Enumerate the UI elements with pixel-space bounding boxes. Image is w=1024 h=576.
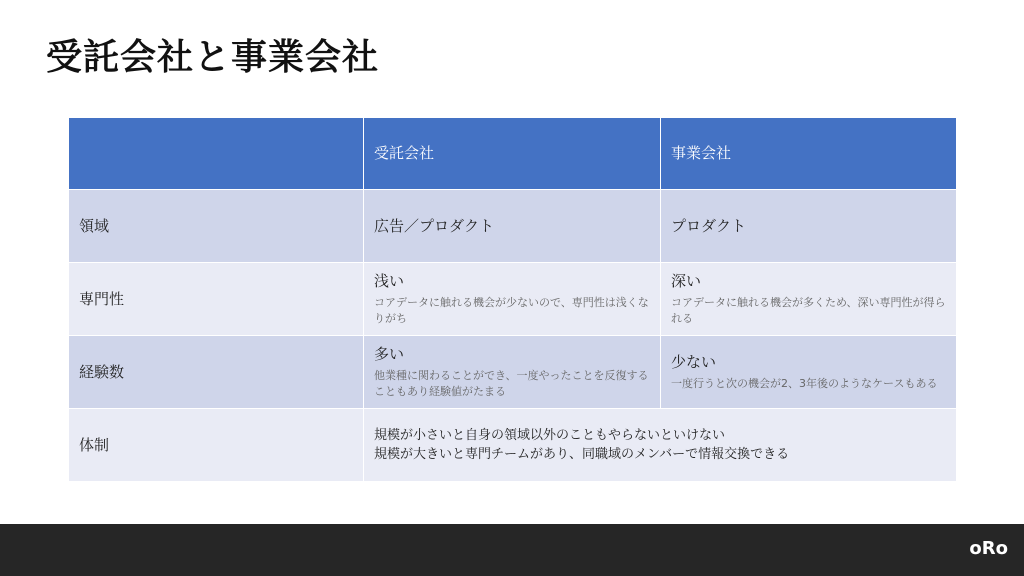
table-row xyxy=(69,263,957,336)
slide-title: 受託会社と事業会社 xyxy=(46,37,380,78)
cell-sub-text: コアデータに触れる機会が少ないので、専門性は浅くなりがち xyxy=(374,295,649,325)
header-cell-business-company: 事業会社 xyxy=(661,118,957,190)
header-cell-contract-company: 受託会社 xyxy=(364,118,661,190)
cell-business xyxy=(661,336,957,409)
row-label: 経験数 xyxy=(69,336,364,409)
cell-contract xyxy=(364,336,661,409)
cell-main-text: 深い xyxy=(671,272,702,291)
cell-spanning xyxy=(364,409,957,482)
table-row xyxy=(69,336,957,409)
row-label: 専門性 xyxy=(69,263,364,336)
cell-line: 規模が大きいと専門チームがあり、同職域のメンバーで情報交換できる xyxy=(374,447,790,462)
row-label: 領域 xyxy=(69,190,364,263)
footer-bar xyxy=(0,524,1024,576)
cell-main-text: 多い xyxy=(374,345,405,364)
table-row xyxy=(69,190,957,263)
cell-line: 規模が小さいと自身の領域以外のこともやらないといけない xyxy=(374,427,726,443)
table-row xyxy=(69,409,957,482)
cell-main-text: 浅い xyxy=(374,272,405,291)
cell-sub-text: 一度行うと次の機会が2、3年後のようなケースもある xyxy=(671,376,938,390)
comparison-table xyxy=(68,118,957,482)
cell-main-text: プロダクト xyxy=(671,216,747,235)
header-cell-empty xyxy=(69,118,364,190)
cell-business xyxy=(661,263,957,336)
row-label: 体制 xyxy=(69,409,364,482)
cell-contract xyxy=(364,263,661,336)
company-logo: oRo xyxy=(969,538,1008,559)
cell-contract xyxy=(364,190,661,263)
table-header-row xyxy=(69,118,957,190)
cell-sub-text: 他業種に関わることができ、一度やったことを反復することもあり経験値がたまる xyxy=(374,368,649,398)
cell-main-text: 少ない xyxy=(671,353,717,372)
cell-main-text: 広告／プロダクト xyxy=(374,216,495,235)
cell-business xyxy=(661,190,957,263)
cell-sub-text: コアデータに触れる機会が多くため、深い専門性が得られる xyxy=(671,295,946,325)
